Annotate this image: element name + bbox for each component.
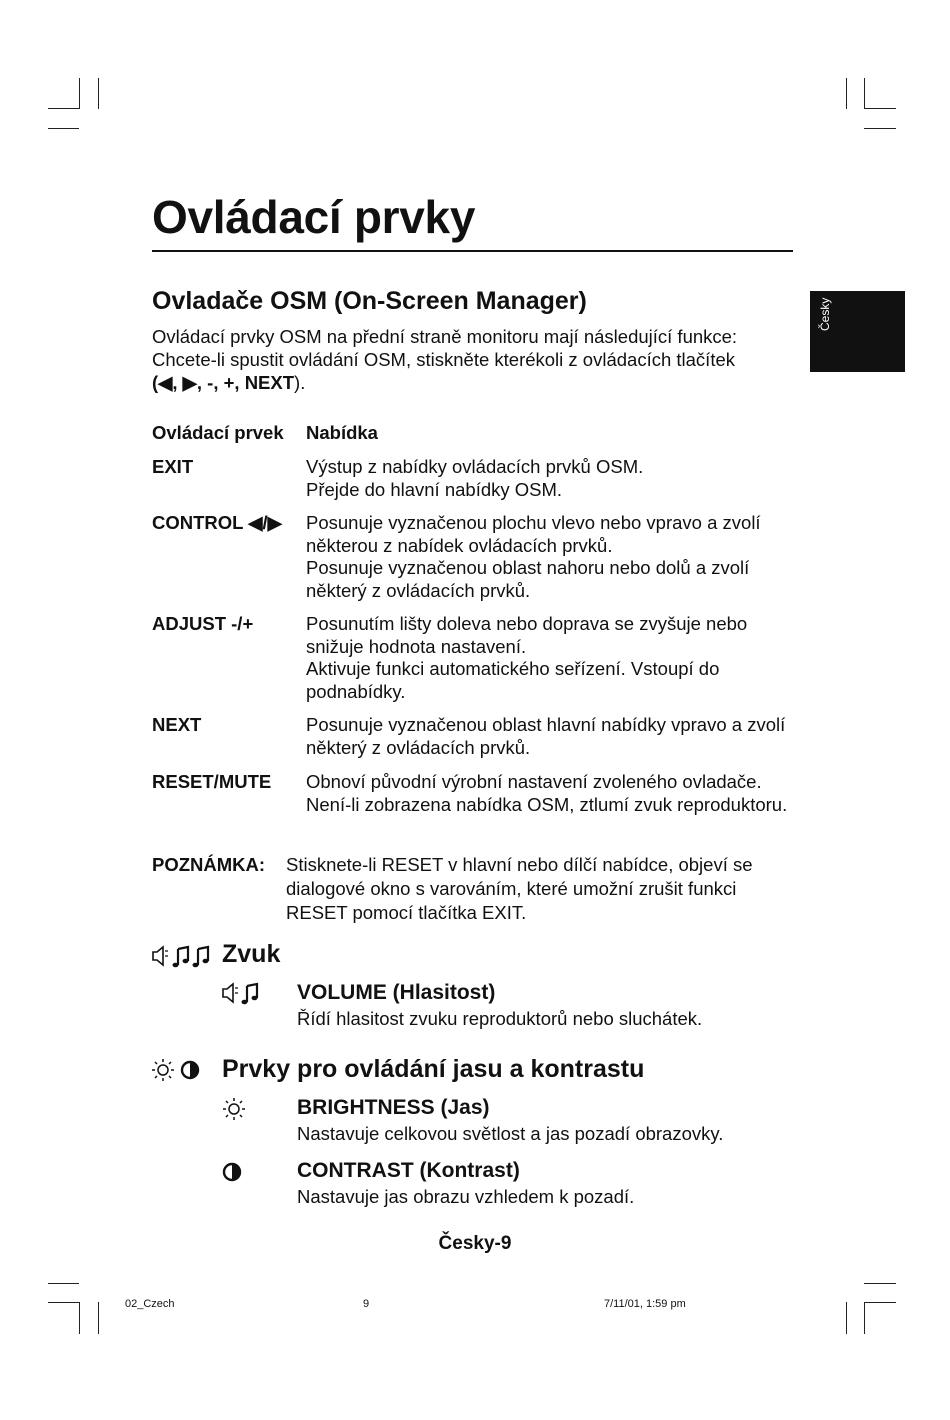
brightness-desc: Nastavuje celkovou světlost a jas pozadí obrazovky.: [297, 1123, 724, 1144]
print-file-name: 02_Czech: [125, 1298, 175, 1310]
table-header-menu: Nabídka: [306, 422, 378, 443]
title-rule: [152, 250, 793, 252]
intro-end: ).: [294, 372, 306, 393]
contrast-desc: Nastavuje jas obrazu vzhledem k pozadí.: [297, 1186, 635, 1207]
row-key: ADJUST -/+: [152, 613, 254, 634]
desc-line: Výstup z nabídky ovládacích prvků OSM.: [306, 456, 644, 477]
desc-line: Posunuje vyznačenou oblast nahoru nebo dolů a zvolí: [306, 557, 750, 578]
desc-line: Posunuje vyznačenou oblast hlavní nabídky vpravo a zvolí: [306, 714, 786, 735]
page-title: Ovládací prvky: [152, 191, 476, 243]
language-side-tab: [810, 291, 905, 372]
desc-line: některý z ovládacích prvků.: [306, 736, 531, 758]
note-label: POZNÁMKA:: [152, 854, 266, 875]
row-key: NEXT: [152, 714, 202, 735]
osm-intro: [152, 325, 802, 394]
speaker-music-notes-icon: [152, 944, 214, 968]
volume-title: VOLUME (Hlasitost): [297, 981, 496, 1004]
desc-line: Není-li zobrazena nabídka OSM, ztlumí zvuk reproduktoru.: [306, 793, 788, 815]
row-desc: [306, 714, 806, 759]
desc-line: Posunuje vyznačenou plochu vlevo nebo vpravo a zvolí: [306, 512, 761, 533]
brightness-icon: [222, 1097, 246, 1121]
row-desc: [306, 613, 806, 703]
row-key: EXIT: [152, 456, 194, 477]
desc-line: některou z nabídek ovládacích prvků.: [306, 534, 613, 556]
contrast-icon: [222, 1162, 242, 1182]
row-desc: [306, 456, 806, 501]
osm-heading: Ovladače OSM (On-Screen Manager): [152, 287, 587, 315]
print-datetime: 7/11/01, 1:59 pm: [604, 1298, 686, 1310]
brightness-contrast-icon: [152, 1058, 200, 1082]
brightness-contrast-heading: Prvky pro ovládání jasu a kontrastu: [222, 1055, 645, 1083]
desc-line: Obnoví původní výrobní nastavení zvoleného ovladače.: [306, 771, 762, 792]
row-key: RESET/MUTE: [152, 771, 272, 792]
volume-desc: Řídí hlasitost zvuku reproduktorů nebo sluchátek.: [297, 1008, 703, 1029]
contrast-title: CONTRAST (Kontrast): [297, 1159, 520, 1182]
brightness-title: BRIGHTNESS (Jas): [297, 1096, 490, 1119]
row-desc: [306, 512, 806, 602]
volume-icon: [222, 982, 264, 1004]
page-number-label: Česky-9: [438, 1233, 512, 1254]
desc-line: podnabídky.: [306, 680, 406, 702]
note-text: [286, 853, 796, 925]
intro-keys: (◀, ▶, -, +, NEXT: [152, 372, 295, 393]
side-tab-label: Česky: [818, 297, 832, 331]
note-line: RESET pomocí tlačítka EXIT.: [286, 902, 527, 923]
desc-line: některý z ovládacích prvků.: [306, 579, 531, 601]
note-line: dialogové okno s varováním, které umožní zrušit funkci: [286, 878, 737, 899]
desc-line: Posunutím lišty doleva nebo doprava se zvyšuje nebo: [306, 613, 748, 634]
desc-line: snižuje hodnota nastavení.: [306, 635, 527, 657]
print-page-number: 9: [363, 1298, 370, 1310]
table-header-control: Ovládací prvek: [152, 422, 284, 443]
intro-line-2: Chcete-li spustit ovládání OSM, stiskněte kterékoli z ovládacích tlačítek: [152, 349, 736, 370]
intro-line-3: [152, 371, 802, 394]
note-line: Stisknete-li RESET v hlavní nebo dílčí nabídce, objeví se: [286, 854, 753, 875]
desc-line: Přejde do hlavní nabídky OSM.: [306, 478, 563, 500]
row-desc: [306, 771, 806, 816]
desc-line: Aktivuje funkci automatického seřízení. Vstoupí do: [306, 658, 720, 679]
row-key: CONTROL ◀/▶: [152, 512, 282, 533]
intro-line-1: Ovládací prvky OSM na přední straně monitoru mají následující funkce:: [152, 326, 738, 347]
sound-heading: Zvuk: [222, 940, 281, 968]
